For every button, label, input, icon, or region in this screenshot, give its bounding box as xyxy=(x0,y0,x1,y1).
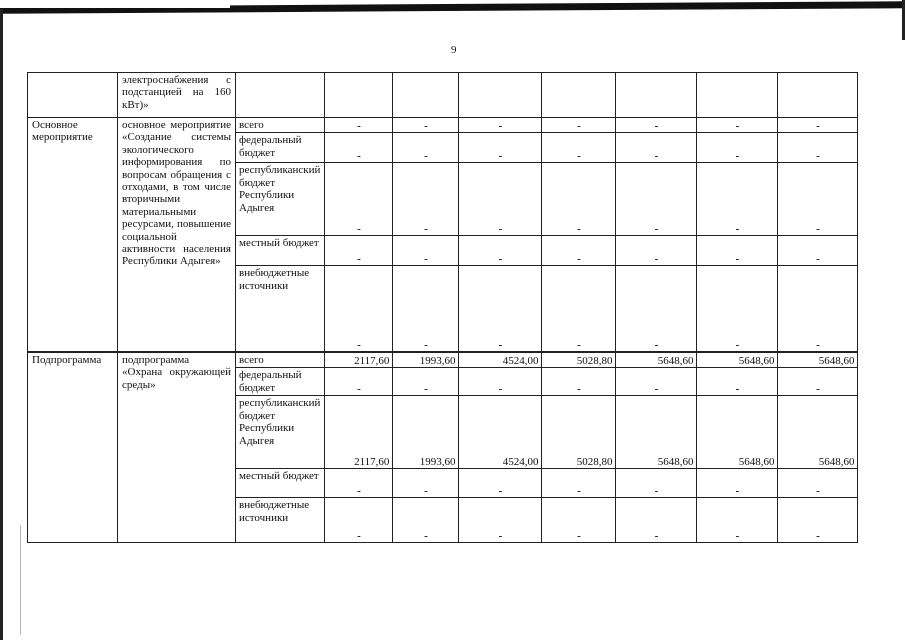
value-cell: - xyxy=(778,498,858,543)
value-cell: - xyxy=(778,236,858,266)
value-cell: - xyxy=(459,498,542,543)
source-cell: местный бюджет xyxy=(236,469,325,498)
value-cell: - xyxy=(778,133,858,163)
description-cell: основное мероприятие «Создание системы экологического информирования по вопросам обращения с отходами, в том числе вторичными материальными ресурсами, повышение социальной активности населения Республики Адыгея» xyxy=(118,118,236,352)
source-cell: всего xyxy=(236,352,325,368)
value-cell: - xyxy=(393,368,459,396)
value-cell: - xyxy=(697,163,778,236)
source-cell: республиканский бюджет Республики Адыгея xyxy=(236,163,325,236)
value-cell: - xyxy=(697,236,778,266)
value-cell xyxy=(542,73,616,118)
value-cell: 5648,60 xyxy=(778,396,858,469)
value-cell: - xyxy=(459,133,542,163)
source-cell: федеральный бюджет xyxy=(236,133,325,163)
value-cell: - xyxy=(393,498,459,543)
value-cell: - xyxy=(778,266,858,352)
value-cell: 4524,00 xyxy=(459,352,542,368)
value-cell: - xyxy=(542,133,616,163)
value-cell: 5028,80 xyxy=(542,352,616,368)
value-cell: - xyxy=(542,469,616,498)
value-cell: 1993,60 xyxy=(393,396,459,469)
value-cell: - xyxy=(325,469,393,498)
status-cell: Основное мероприятие xyxy=(28,118,118,352)
value-cell: - xyxy=(778,118,858,133)
value-cell: - xyxy=(616,469,697,498)
value-cell: - xyxy=(542,498,616,543)
value-cell: - xyxy=(542,368,616,396)
source-cell: республиканский бюджет Республики Адыгея xyxy=(236,396,325,469)
value-cell xyxy=(393,73,459,118)
value-cell xyxy=(459,73,542,118)
value-cell: - xyxy=(325,266,393,352)
source-cell: местный бюджет xyxy=(236,236,325,266)
value-cell: - xyxy=(325,498,393,543)
value-cell: - xyxy=(697,133,778,163)
value-cell: - xyxy=(778,163,858,236)
value-cell: - xyxy=(325,163,393,236)
value-cell: 5028,80 xyxy=(542,396,616,469)
value-cell: 5648,60 xyxy=(697,396,778,469)
value-cell: - xyxy=(616,118,697,133)
value-cell: - xyxy=(542,266,616,352)
value-cell: - xyxy=(616,133,697,163)
value-cell: - xyxy=(325,118,393,133)
value-cell: - xyxy=(616,236,697,266)
value-cell: - xyxy=(393,266,459,352)
value-cell: - xyxy=(459,118,542,133)
value-cell: - xyxy=(459,469,542,498)
source-cell: всего xyxy=(236,118,325,133)
source-cell: внебюджетные источники xyxy=(236,498,325,543)
value-cell: 5648,60 xyxy=(697,352,778,368)
page-number: 9 xyxy=(451,44,457,56)
value-cell: - xyxy=(325,368,393,396)
value-cell: - xyxy=(325,236,393,266)
value-cell: - xyxy=(697,498,778,543)
value-cell: - xyxy=(616,266,697,352)
value-cell xyxy=(616,73,697,118)
value-cell: - xyxy=(616,163,697,236)
source-cell: федеральный бюджет xyxy=(236,368,325,396)
value-cell: - xyxy=(393,236,459,266)
table-row-continuation xyxy=(28,73,858,118)
value-cell: - xyxy=(325,133,393,163)
value-cell: - xyxy=(697,368,778,396)
value-cell: 1993,60 xyxy=(393,352,459,368)
value-cell: - xyxy=(459,163,542,236)
value-cell xyxy=(325,73,393,118)
table-row xyxy=(28,352,858,368)
value-cell: - xyxy=(778,368,858,396)
value-cell: 2117,60 xyxy=(325,396,393,469)
value-cell: - xyxy=(459,236,542,266)
value-cell: - xyxy=(393,469,459,498)
value-cell: 5648,60 xyxy=(616,396,697,469)
value-cell: - xyxy=(542,236,616,266)
description-cell: электроснабжения с подстанцией на 160 кВт)» xyxy=(118,73,236,118)
value-cell: - xyxy=(542,163,616,236)
value-cell: - xyxy=(697,469,778,498)
status-cell xyxy=(28,73,118,118)
value-cell: - xyxy=(459,266,542,352)
value-cell xyxy=(778,73,858,118)
value-cell: - xyxy=(697,266,778,352)
value-cell: 4524,00 xyxy=(459,396,542,469)
value-cell: - xyxy=(393,133,459,163)
description-cell: подпрограмма «Охрана окружающей среды» xyxy=(118,352,236,543)
value-cell: - xyxy=(393,118,459,133)
value-cell: - xyxy=(393,163,459,236)
value-cell: - xyxy=(459,368,542,396)
value-cell: - xyxy=(778,469,858,498)
value-cell: - xyxy=(616,498,697,543)
value-cell: 5648,60 xyxy=(778,352,858,368)
value-cell xyxy=(697,73,778,118)
value-cell: 2117,60 xyxy=(325,352,393,368)
source-cell xyxy=(236,73,325,118)
value-cell: - xyxy=(542,118,616,133)
value-cell: - xyxy=(616,368,697,396)
value-cell: 5648,60 xyxy=(616,352,697,368)
scan-top-border xyxy=(0,0,905,12)
source-cell: внебюджетные источники xyxy=(236,266,325,352)
scan-fold-line xyxy=(20,525,21,635)
value-cell: - xyxy=(697,118,778,133)
table-row xyxy=(28,118,858,133)
budget-table xyxy=(27,72,858,543)
status-cell: Подпрограмма xyxy=(28,352,118,543)
scan-left-border xyxy=(0,9,3,640)
